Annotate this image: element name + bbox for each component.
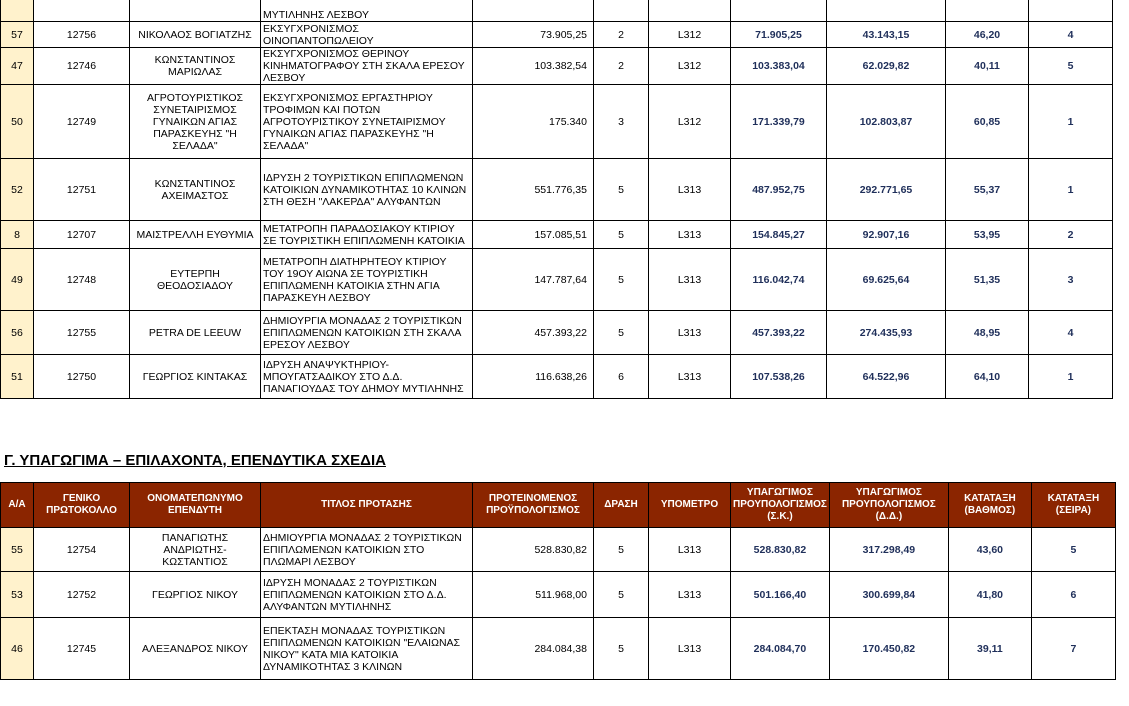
action-cell: 5 bbox=[594, 618, 649, 680]
eligible-sk-cell: 487.952,75 bbox=[731, 159, 827, 221]
rank-cell: 7 bbox=[1031, 618, 1115, 680]
table-row bbox=[1, 311, 1113, 355]
budget-cell bbox=[473, 0, 594, 22]
table-row bbox=[1, 528, 1116, 572]
submeasure-cell: L313 bbox=[649, 249, 731, 311]
rank-cell: 5 bbox=[1029, 48, 1113, 85]
submeasure-cell: L313 bbox=[649, 159, 731, 221]
table-row bbox=[1, 221, 1113, 249]
eligible-dd-cell: 317.298,49 bbox=[829, 528, 948, 572]
aa-cell: 56 bbox=[1, 311, 34, 355]
action-cell: 5 bbox=[594, 159, 649, 221]
table-header-row bbox=[1, 483, 1116, 528]
title-cell: ΙΔΡΥΣΗ ΜΟΝΑΔΑΣ 2 ΤΟΥΡΙΣΤΙΚΩΝ ΕΠΙΠΛΩΜΕΝΩΝ ΚΑΤΟΙΚΙΩΝ ΣΤΟ Δ.Δ. ΑΛΥΦΑΝΤΩΝ ΜΥΤΙΛΗΝΗΣ bbox=[261, 572, 473, 618]
investor-cell: ΚΩΝΣΤΑΝΤΙΝΟΣ ΑΧΕΙΜΑΣΤΟΣ bbox=[130, 159, 261, 221]
rank-cell: 1 bbox=[1029, 355, 1113, 399]
submeasure-cell: L313 bbox=[649, 221, 731, 249]
header-action: ΔΡΑΣΗ bbox=[594, 483, 649, 528]
header-score: ΚΑΤΑΤΑΞΗ (ΒΑΘΜΟΣ) bbox=[948, 483, 1031, 528]
protocol-cell: 12749 bbox=[34, 85, 130, 159]
submeasure-cell: L313 bbox=[649, 528, 731, 572]
investor-cell: ΑΛΕΞΑΝΔΡΟΣ ΝΙΚΟΥ bbox=[130, 618, 261, 680]
budget-cell: 551.776,35 bbox=[473, 159, 594, 221]
header-title: ΤΙΤΛΟΣ ΠΡΟΤΑΣΗΣ bbox=[261, 483, 473, 528]
eligible-sk-cell: 116.042,74 bbox=[731, 249, 827, 311]
table-row bbox=[1, 48, 1113, 85]
rank-cell: 3 bbox=[1029, 249, 1113, 311]
protocol-cell: 12745 bbox=[34, 618, 130, 680]
title-cell: ΙΔΡΥΣΗ ΑΝΑΨΥΚΤΗΡΙΟΥ-ΜΠΟΥΓΑΤΣΑΔΙΚΟΥ ΣΤΟ Δ.Δ. ΠΑΝΑΓΙΟΥΔΑΣ ΤΟΥ ΔΗΜΟΥ ΜΥΤΙΛΗΝΗΣ bbox=[261, 355, 473, 399]
eligible-dd-cell: 43.143,15 bbox=[827, 22, 946, 48]
title-cell: ΔΗΜΙΟΥΡΓΙΑ ΜΟΝΑΔΑΣ 2 ΤΟΥΡΙΣΤΙΚΩΝ ΕΠΙΠΛΩΜΕΝΩΝ ΚΑΤΟΙΚΙΩΝ ΣΤΟ ΠΛΩΜΑΡΙ ΛΕΣΒΟΥ bbox=[261, 528, 473, 572]
aa-cell: 50 bbox=[1, 85, 34, 159]
title-cell: ΜΕΤΑΤΡΟΠΗ ΠΑΡΑΔΟΣΙΑΚΟΥ ΚΤΙΡΙΟΥ ΣΕ ΤΟΥΡΙΣΤΙΚΗ ΕΠΙΠΛΩΜΕΝΗ ΚΑΤΟΙΚΙΑ bbox=[261, 221, 473, 249]
eligible-dd-cell: 69.625,64 bbox=[827, 249, 946, 311]
submeasure-cell: L313 bbox=[649, 355, 731, 399]
aa-cell: 55 bbox=[1, 528, 34, 572]
action-cell: 6 bbox=[594, 355, 649, 399]
eligible-dd-cell: 64.522,96 bbox=[827, 355, 946, 399]
submeasure-cell: L313 bbox=[649, 311, 731, 355]
protocol-cell: 12755 bbox=[34, 311, 130, 355]
section-title: Γ. ΥΠΑΓΩΓΙΜΑ – ΕΠΙΛΑΧΟΝΤΑ, ΕΠΕΝΔΥΤΙΚΑ ΣΧΕΔΙΑ bbox=[4, 452, 386, 469]
table-row bbox=[1, 249, 1113, 311]
score-cell: 46,20 bbox=[946, 22, 1029, 48]
aa-cell: 51 bbox=[1, 355, 34, 399]
rank-cell: 2 bbox=[1029, 221, 1113, 249]
eligible-sk-cell: 107.538,26 bbox=[731, 355, 827, 399]
protocol-cell: 12707 bbox=[34, 221, 130, 249]
budget-cell: 284.084,38 bbox=[473, 618, 594, 680]
header-investor: ΟΝΟΜΑΤΕΠΩΝΥΜΟ ΕΠΕΝΔΥΤΗ bbox=[130, 483, 261, 528]
header-eligible-sk: ΥΠΑΓΩΓΙΜΟΣ ΠΡΟΥΠΟΛΟΓΙΣΜΟΣ (Σ.Κ.) bbox=[731, 483, 830, 528]
eligible-dd-cell bbox=[827, 0, 946, 22]
score-cell: 51,35 bbox=[946, 249, 1029, 311]
table-row bbox=[1, 355, 1113, 399]
eligible-sk-cell bbox=[731, 0, 827, 22]
eligible-dd-cell: 300.699,84 bbox=[829, 572, 948, 618]
title-cell: ΕΚΣΥΓΧΡΟΝΙΣΜΟΣ ΕΡΓΑΣΤΗΡΙΟΥ ΤΡΟΦΙΜΩΝ ΚΑΙ ΠΟΤΩΝ ΑΓΡΟΤΟΥΡΙΣΤΙΚΟΥ ΣΥΝΕΤΑΙΡΙΣΜΟΥ ΓΥΝΑΙΚΩΝ ΑΓΙΑΣ ΠΑΡΑΣΚΕΥΗΣ "Η ΣΕΛΑΔΑ" bbox=[261, 85, 473, 159]
rank-cell: 1 bbox=[1029, 85, 1113, 159]
score-cell: 40,11 bbox=[946, 48, 1029, 85]
action-cell: 3 bbox=[594, 85, 649, 159]
action-cell bbox=[594, 0, 649, 22]
budget-cell: 116.638,26 bbox=[473, 355, 594, 399]
protocol-cell: 12750 bbox=[34, 355, 130, 399]
score-cell: 41,80 bbox=[948, 572, 1031, 618]
action-cell: 5 bbox=[594, 528, 649, 572]
header-rank: ΚΑΤΑΤΑΞΗ (ΣΕΙΡΑ) bbox=[1031, 483, 1115, 528]
aa-cell: 47 bbox=[1, 48, 34, 85]
submeasure-cell bbox=[649, 0, 731, 22]
rank-cell: 4 bbox=[1029, 22, 1113, 48]
investor-cell: PETRA DE LEEUW bbox=[130, 311, 261, 355]
investor-cell: ΚΩΝΣΤΑΝΤΙΝΟΣ ΜΑΡΙΩΛΑΣ bbox=[130, 48, 261, 85]
header-aa: Α/Α bbox=[1, 483, 34, 528]
title-cell: ΕΠΕΚΤΑΣΗ ΜΟΝΑΔΑΣ ΤΟΥΡΙΣΤΙΚΩΝ ΕΠΙΠΛΩΜΕΝΩΝ ΚΑΤΟΙΚΙΩΝ "ΕΛΑΙΩΝΑΣ ΝΙΚΟΥ" ΚΑΤΑ ΜΙΑ ΚΑΤΟΙΚΙΑ ΔΥΝΑΜΙΚΟΤΗΤΑΣ 3 ΚΛΙΝΩΝ bbox=[261, 618, 473, 680]
score-cell: 64,10 bbox=[946, 355, 1029, 399]
rank-cell: 1 bbox=[1029, 159, 1113, 221]
action-cell: 2 bbox=[594, 22, 649, 48]
title-cell: ΜΥΤΙΛΗΝΗΣ ΛΕΣΒΟΥ bbox=[261, 0, 473, 22]
action-cell: 5 bbox=[594, 249, 649, 311]
budget-cell: 511.968,00 bbox=[473, 572, 594, 618]
budget-cell: 175.340 bbox=[473, 85, 594, 159]
title-cell: ΕΚΣΥΓΧΡΟΝΙΣΜΟΣ ΘΕΡΙΝΟΥ ΚΙΝΗΜΑΤΟΓΡΑΦΟΥ ΣΤΗ ΣΚΑΛΑ ΕΡΕΣΟΥ ΛΕΣΒΟΥ bbox=[261, 48, 473, 85]
eligible-sk-cell: 154.845,27 bbox=[731, 221, 827, 249]
investor-cell: ΑΓΡΟΤΟΥΡΙΣΤΙΚΟΣ ΣΥΝΕΤΑΙΡΙΣΜΟΣ ΓΥΝΑΙΚΩΝ ΑΓΙΑΣ ΠΑΡΑΣΚΕΥΗΣ "Η ΣΕΛΑΔΑ" bbox=[130, 85, 261, 159]
title-cell: ΔΗΜΙΟΥΡΓΙΑ ΜΟΝΑΔΑΣ 2 ΤΟΥΡΙΣΤΙΚΩΝ ΕΠΙΠΛΩΜΕΝΩΝ ΚΑΤΟΙΚΙΩΝ ΣΤΗ ΣΚΑΛΑ ΕΡΕΣΟΥ ΛΕΣΒΟΥ bbox=[261, 311, 473, 355]
score-cell bbox=[946, 0, 1029, 22]
submeasure-cell: L312 bbox=[649, 22, 731, 48]
investor-cell: ΕΥΤΕΡΠΗ ΘΕΟΔΟΣΙΑΔΟΥ bbox=[130, 249, 261, 311]
aa-cell: 52 bbox=[1, 159, 34, 221]
score-cell: 48,95 bbox=[946, 311, 1029, 355]
eligible-sk-cell: 457.393,22 bbox=[731, 311, 827, 355]
budget-cell: 147.787,64 bbox=[473, 249, 594, 311]
eligible-sk-cell: 103.383,04 bbox=[731, 48, 827, 85]
protocol-cell: 12751 bbox=[34, 159, 130, 221]
action-cell: 2 bbox=[594, 48, 649, 85]
protocol-cell: 12752 bbox=[34, 572, 130, 618]
eligible-dd-cell: 292.771,65 bbox=[827, 159, 946, 221]
title-cell: ΙΔΡΥΣΗ 2 ΤΟΥΡΙΣΤΙΚΩΝ ΕΠΙΠΛΩΜΕΝΩΝ ΚΑΤΟΙΚΙΩΝ ΔΥΝΑΜΙΚΟΤΗΤΑΣ 10 ΚΛΙΝΩΝ ΣΤΗ ΘΕΣΗ "ΛΑΚΕΡΔΑ" ΑΛΥΦΑΝΤΩΝ bbox=[261, 159, 473, 221]
submeasure-cell: L313 bbox=[649, 572, 731, 618]
protocol-cell bbox=[34, 0, 130, 22]
action-cell: 5 bbox=[594, 221, 649, 249]
protocol-cell: 12754 bbox=[34, 528, 130, 572]
eligible-sk-cell: 71.905,25 bbox=[731, 22, 827, 48]
title-cell: ΕΚΣΥΓΧΡΟΝΙΣΜΟΣ ΟΙΝΟΠΑΝΤΟΠΩΛΕΙΟΥ bbox=[261, 22, 473, 48]
action-cell: 5 bbox=[594, 572, 649, 618]
aa-cell: 49 bbox=[1, 249, 34, 311]
aa-cell bbox=[1, 0, 34, 22]
header-protocol: ΓΕΝΙΚΟ ΠΡΩΤΟΚΟΛΛΟ bbox=[34, 483, 130, 528]
budget-cell: 528.830,82 bbox=[473, 528, 594, 572]
aa-cell: 53 bbox=[1, 572, 34, 618]
eligible-dd-cell: 274.435,93 bbox=[827, 311, 946, 355]
aa-cell: 57 bbox=[1, 22, 34, 48]
score-cell: 39,11 bbox=[948, 618, 1031, 680]
investor-cell: ΓΕΩΡΓΙΟΣ ΝΙΚΟΥ bbox=[130, 572, 261, 618]
budget-cell: 103.382,54 bbox=[473, 48, 594, 85]
protocol-cell: 12756 bbox=[34, 22, 130, 48]
protocol-cell: 12746 bbox=[34, 48, 130, 85]
title-cell: ΜΕΤΑΤΡΟΠΗ ΔΙΑΤΗΡΗΤΕΟΥ ΚΤΙΡΙΟΥ ΤΟΥ 19ΟΥ ΑΙΩΝΑ ΣΕ ΤΟΥΡΙΣΤΙΚΗ ΕΠΙΠΛΩΜΕΝΗ ΚΑΤΟΙΚΙΑ ΣΤΗΝ ΑΓΙΑ ΠΑΡΑΣΚΕΥΗ ΛΕΣΒΟΥ bbox=[261, 249, 473, 311]
action-cell: 5 bbox=[594, 311, 649, 355]
rank-cell: 5 bbox=[1031, 528, 1115, 572]
score-cell: 55,37 bbox=[946, 159, 1029, 221]
eligible-dd-cell: 170.450,82 bbox=[829, 618, 948, 680]
score-cell: 60,85 bbox=[946, 85, 1029, 159]
submeasure-cell: L312 bbox=[649, 85, 731, 159]
table-row-partial bbox=[1, 0, 1113, 22]
table-row bbox=[1, 618, 1116, 680]
rank-cell: 4 bbox=[1029, 311, 1113, 355]
eligible-dd-cell: 62.029,82 bbox=[827, 48, 946, 85]
header-eligible-dd: ΥΠΑΓΩΓΙΜΟΣ ΠΡΟΥΠΟΛΟΓΙΣΜΟΣ (Δ.Δ.) bbox=[829, 483, 948, 528]
investor-cell bbox=[130, 0, 261, 22]
eligible-sk-cell: 284.084,70 bbox=[731, 618, 830, 680]
eligible-runners-up-table bbox=[0, 482, 1116, 680]
investor-cell: ΝΙΚΟΛΑΟΣ ΒΟΓΙΑΤΖΗΣ bbox=[130, 22, 261, 48]
protocol-cell: 12748 bbox=[34, 249, 130, 311]
table-row bbox=[1, 572, 1116, 618]
budget-cell: 457.393,22 bbox=[473, 311, 594, 355]
table-row bbox=[1, 22, 1113, 48]
investor-cell: ΠΑΝΑΓΙΩΤΗΣ ΑΝΔΡΙΩΤΗΣ-ΚΩΣΤΑΝΤΙΟΣ bbox=[130, 528, 261, 572]
aa-cell: 46 bbox=[1, 618, 34, 680]
budget-cell: 73.905,25 bbox=[473, 22, 594, 48]
budget-cell: 157.085,51 bbox=[473, 221, 594, 249]
score-cell: 43,60 bbox=[948, 528, 1031, 572]
table-row bbox=[1, 85, 1113, 159]
eligible-dd-cell: 92.907,16 bbox=[827, 221, 946, 249]
investor-cell: ΜΑΙΣΤΡΕΛΛΗ ΕΥΘΥΜΙΑ bbox=[130, 221, 261, 249]
rank-cell bbox=[1029, 0, 1113, 22]
aa-cell: 8 bbox=[1, 221, 34, 249]
investor-cell: ΓΕΩΡΓΙΟΣ ΚΙΝΤΑΚΑΣ bbox=[130, 355, 261, 399]
submeasure-cell: L312 bbox=[649, 48, 731, 85]
header-budget: ΠΡΟΤΕΙΝΟΜΕΝΟΣ ΠΡΟΫΠΟΛΟΓΙΣΜΟΣ bbox=[473, 483, 594, 528]
eligible-dd-cell: 102.803,87 bbox=[827, 85, 946, 159]
eligible-sk-cell: 171.339,79 bbox=[731, 85, 827, 159]
submeasure-cell: L313 bbox=[649, 618, 731, 680]
eligible-sk-cell: 501.166,40 bbox=[731, 572, 830, 618]
eligible-sk-cell: 528.830,82 bbox=[731, 528, 830, 572]
rank-cell: 6 bbox=[1031, 572, 1115, 618]
table-row bbox=[1, 159, 1113, 221]
header-submeasure: ΥΠΟΜΕΤΡΟ bbox=[649, 483, 731, 528]
score-cell: 53,95 bbox=[946, 221, 1029, 249]
